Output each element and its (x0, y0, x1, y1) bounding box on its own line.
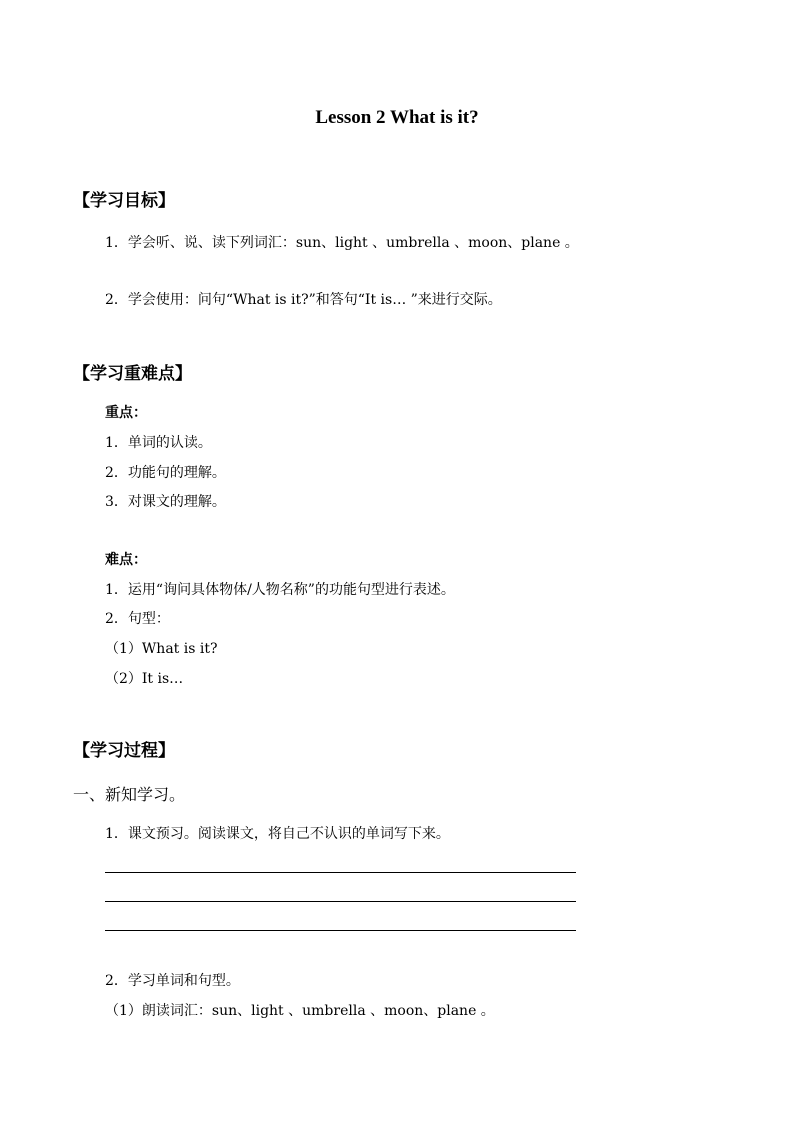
section-heading-key-points: 【学习重难点】 (73, 364, 192, 384)
difficulty-item: （2）It is… (105, 671, 184, 687)
step-item: 1．课文预习。阅读课文，将自己不认识的单词写下来。 (105, 826, 450, 842)
difficulty-item: 1．运用“询问具体物体/人物名称”的功能句型进行表述。 (105, 582, 455, 598)
section-heading-process: 【学习过程】 (73, 741, 175, 761)
focus-item: 3．对课文的理解。 (105, 494, 226, 510)
writing-line (105, 901, 576, 902)
page-title: Lesson 2 What is it? (315, 107, 479, 128)
goal-item: 1．学会听、说、读下列词汇：sun、light 、umbrella 、moon、plane 。 (105, 235, 579, 251)
difficulty-item: （1）What is it? (105, 641, 218, 657)
focus-item: 1．单词的认读。 (105, 435, 212, 451)
step-item: 2．学习单词和句型。 (105, 973, 240, 989)
focus-item: 2．功能句的理解。 (105, 465, 226, 481)
difficulty-label: 难点： (105, 552, 147, 568)
writing-line (105, 872, 576, 873)
focus-label: 重点： (105, 405, 147, 421)
writing-line (105, 930, 576, 931)
difficulty-item: 2．句型： (105, 611, 170, 627)
goal-item: 2．学会使用：问句“What is it?”和答句“It is… ”来进行交际。 (105, 292, 502, 308)
section-heading-goals: 【学习目标】 (73, 191, 175, 211)
part-heading: 一、新知学习。 (73, 785, 186, 804)
sub-step-item: （1）朗读词汇：sun、light 、umbrella 、moon、plane 。 (105, 1003, 495, 1019)
